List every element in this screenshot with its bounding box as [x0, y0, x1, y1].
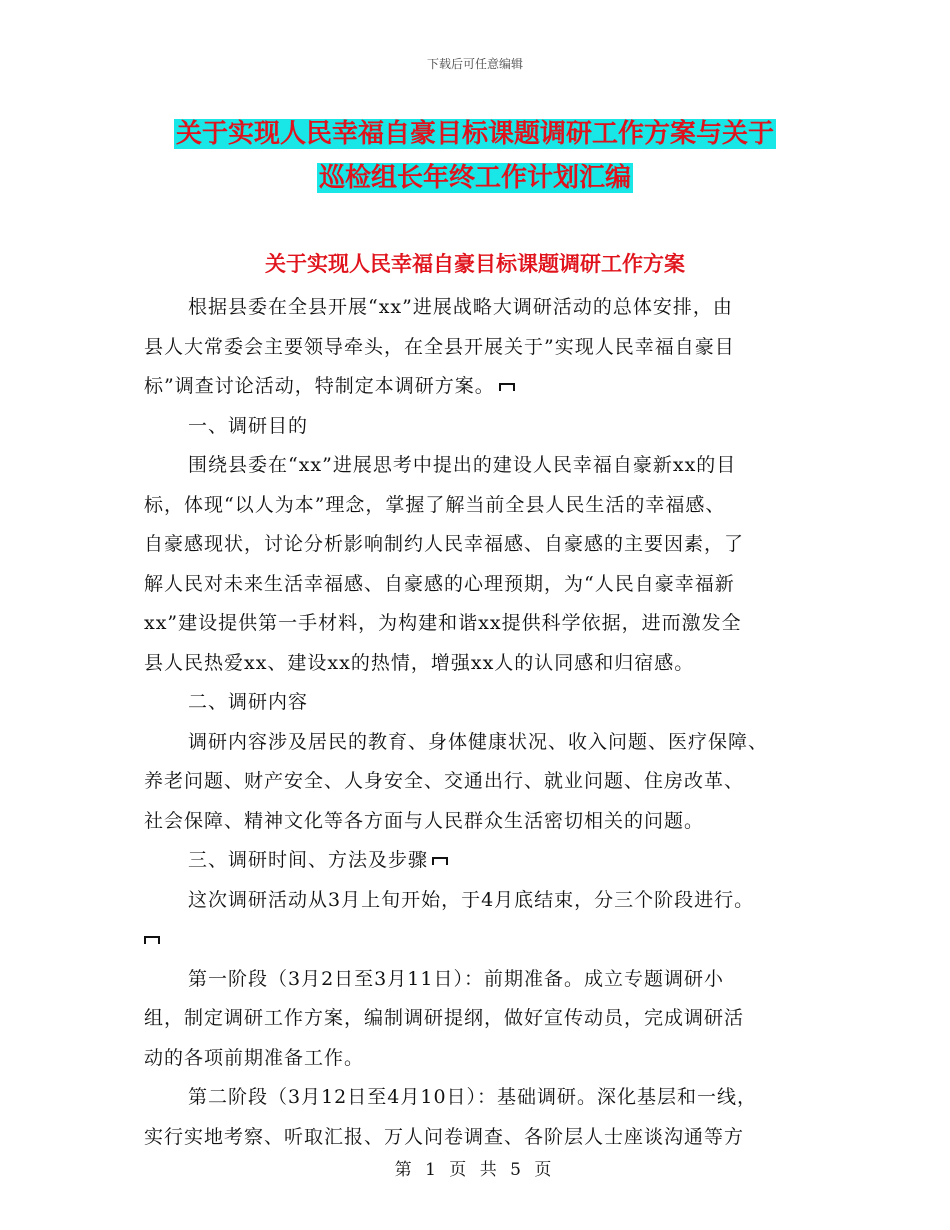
paragraph-line: 养老问题、财产安全、人身安全、交通出行、就业问题、住房改革、: [144, 770, 745, 792]
paragraph-line: 标”调查讨论活动，特制定本调研方案。: [144, 367, 814, 407]
paragraph-line: 围绕县委在“xx”进展思考中提出的建设人民幸福自豪新xx的目: [188, 454, 737, 476]
paragraph-line: xx”建设提供第一手材料，为构建和谐xx提供科学依据，进而激发全: [144, 612, 742, 634]
paragraph-line: 根据县委在全县开展“xx”进展战略大调研活动的总体安排，由: [188, 296, 733, 318]
section-title: 关于实现人民幸福自豪目标课题调研工作方案: [265, 252, 685, 276]
heading-line: 二、调研内容: [188, 691, 309, 713]
document-body: [144, 288, 814, 1157]
paragraph-line: 标，体现“以人为本”理念，掌握了解当前全县人民生活的幸福感、: [144, 493, 726, 516]
paragraph-line: 第二阶段（3月12日至4月10日）：基础调研。深化基层和一线，: [188, 1086, 758, 1108]
paragraph-line: 动的各项前期准备工作。: [144, 1046, 365, 1069]
paragraph-line: 县人大常委会主要领导牵头，在全县开展关于”实现人民幸福自豪目: [144, 335, 735, 358]
paragraph-line: 县人民热爱xx、建设xx的热情，增强xx人的认同感和归宿感。: [144, 651, 695, 674]
header-note: 下载后可任意编辑: [426, 57, 523, 71]
paragraph-mark-icon: [499, 383, 515, 391]
heading-line: 一、调研目的: [188, 414, 309, 437]
paragraph-line: 解人民对未来生活幸福感、自豪感的心理预期，为“人民自豪幸福新: [144, 572, 735, 595]
paragraph-line: 组，制定调研工作方案，编制调研提纲，做好宣传动员，完成调研活: [144, 1007, 745, 1029]
paragraph-line: 第一阶段（3月2日至3月11日）：前期准备。成立专题调研小: [188, 967, 724, 990]
paragraph-line: 这次调研活动从3月上旬开始，于4月底结束，分三个阶段进行。: [188, 888, 755, 911]
paragraph-line: [144, 920, 814, 960]
paragraph-mark-icon: [144, 936, 160, 944]
document-title: [0, 112, 950, 200]
paragraph-line: 调研内容涉及居民的教育、身体健康状况、收入问题、医疗保障、: [188, 730, 769, 753]
paragraph-mark-icon: [432, 857, 448, 865]
heading-line: 三、调研时间、方法及步骤: [144, 841, 814, 881]
title-line-1: 关于实现人民幸福自豪目标课题调研工作方案与关于: [175, 119, 774, 149]
paragraph-line: 社会保障、精神文化等各方面与人民群众生活密切相关的问题。: [144, 809, 705, 832]
page-footer: 第 1 页 共 5 页: [394, 1160, 556, 1180]
title-line-2: 巡检组长年终工作计划汇编: [318, 163, 631, 193]
paragraph-line: 自豪感现状，讨论分析影响制约人民幸福感、自豪感的主要因素，了: [144, 533, 745, 555]
paragraph-line: 实行实地考察、听取汇报、万人问卷调查、各阶层人士座谈沟通等方: [144, 1125, 745, 1148]
